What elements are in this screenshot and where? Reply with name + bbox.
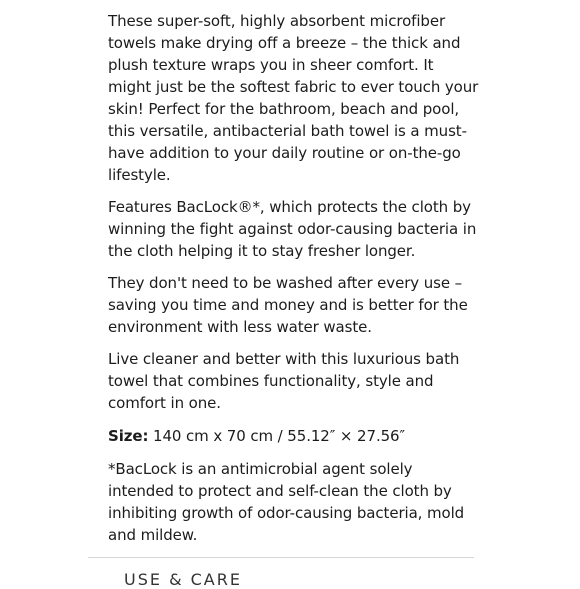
size-label: Size: [108,427,149,445]
product-description [108,10,480,556]
section-divider [88,557,474,558]
size-value: 140 cm x 70 cm / 55.12″ × 27.56″ [148,427,405,445]
baclock-footnote: *BacLock is an antimicrobial agent solely intended to protect and self-clean the cloth by inhibiting growth of odor-causing bacteria, mold and mildew. [108,460,465,544]
description-paragraph-baclock: Features BacLock®*, which protects the cloth by winning the fight against odor-causing bacteria in the cloth helping it to stay fresher longer. [108,198,477,260]
use-and-care-heading[interactable]: USE & CARE [124,570,242,589]
description-paragraph-lifestyle: Live cleaner and better with this luxurious bath towel that combines functionality, style and comfort in one. [108,350,460,412]
size-spec [108,425,480,447]
description-paragraph-washing: They don't need to be washed after every use – saving you time and money and is better for the environment with less water waste. [108,274,468,336]
description-paragraph-intro: These super-soft, highly absorbent microfiber towels make drying off a breeze – the thick and plush texture wraps you in sheer comfort. It might just be the softest fabric to ever touch your skin! Perfect for the bathroom, beach and pool, this versatile, antibacterial bath towel is a must-have addition to your daily routine or on-the-go lifestyle. [108,12,479,184]
